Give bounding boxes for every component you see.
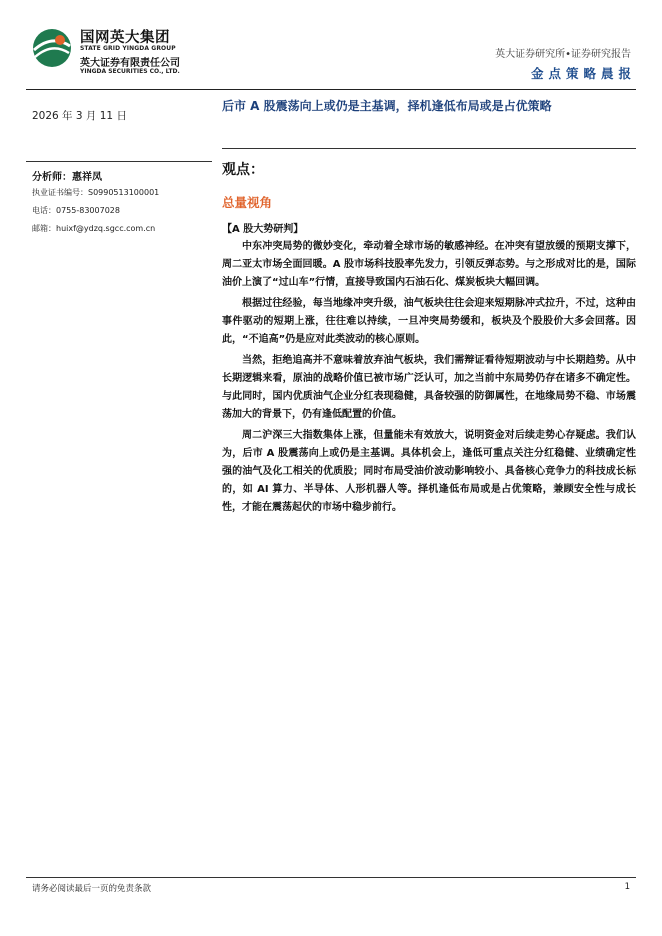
analyst-email[interactable]: 邮箱：huixf@ydzq.sgcc.com.cn [32, 224, 156, 233]
paragraph: 中东冲突局势的微妙变化，牵动着全球市场的敏感神经。在冲突有望放缓的预期支撑下，周二亚太市场全面回暖。A 股市场科技股率先发力，引领反弹态势。与之形成对比的是，国际油价上演了“过山车”行情，直接导致国内石油石化、煤炭板块大幅回调。 [222, 241, 636, 288]
page-number: 1 [624, 882, 630, 892]
sidebar-divider [26, 161, 212, 162]
company-logo-icon [32, 28, 72, 68]
logo-group-name: 国网英大集团 [80, 30, 170, 46]
paragraph: 根据过往经验，每当地缘冲突升级，油气板块往往会迎来短期脉冲式拉升，不过，这种由事件驱动的短期上涨，往往难以持续，一旦冲突局势缓和，板块及个股股价大多会回落。因此，“不追高”仍是应对此类波动的核心原则。 [222, 298, 636, 345]
subsection-heading: 【A 股大势研判】 [222, 224, 304, 235]
analyst-name: 分析师：惠祥凤 [32, 172, 102, 183]
report-date: 2026 年 3 月 11 日 [32, 110, 127, 122]
section-heading: 总量视角 [222, 195, 273, 210]
analyst-license: 执业证书编号：S0990513100001 [32, 188, 160, 197]
report-series-title: 金点策略晨报 [530, 66, 636, 81]
logo-group-name-en: STATE GRID YINGDA GROUP [80, 45, 176, 52]
paragraph: 周二沪深三大指数集体上涨，但量能未有效放大，说明资金对后续走势心存疑虑。我们认为，后市 A 股震荡向上或仍是主基调。具体机会上，逢低可重点关注分红稳健、业绩确定性强的油气及化工相关的优质股；同时布局受油价波动影响较小、具备核心竞争力的科技成长标的，如 AI 算力、半导体、人形机器人等。择机逢低布局或是占优策略，兼顾安全性与成长性，才能在震荡起伏的市场中稳步前行。 [222, 430, 636, 513]
logo-company-name: 英大证券有限责任公司 [80, 58, 180, 69]
header-divider [26, 89, 636, 90]
footer-divider [26, 877, 636, 878]
paragraph: 当然，拒绝追高并不意味着放弃油气板块，我们需辩证看待短期波动与中长期趋势。从中长期逻辑来看，原油的战略价值已被市场广泛认可，加之当前中东局势仍存在诸多不确定性。与此同时，国内优质油气企业分红表现稳健，具备较强的防御属性，在地缘局势不稳、市场震荡加大的背景下，仍有逢低配置的价值。 [222, 355, 636, 420]
title-divider [222, 148, 636, 149]
viewpoint-heading: 观点： [222, 162, 264, 178]
body-text [222, 238, 636, 520]
analyst-phone: 电话：0755-83007028 [32, 206, 120, 215]
report-title: 后市 A 股震荡向上或仍是主基调，择机逢低布局或是占优策略 [222, 99, 552, 113]
footer-disclaimer: 请务必阅读最后一页的免责条款 [32, 884, 152, 894]
institute-label: 英大证券研究所•证券研究报告 [495, 49, 631, 60]
logo-company-name-en: YINGDA SECURITIES CO., LTD. [80, 68, 180, 75]
